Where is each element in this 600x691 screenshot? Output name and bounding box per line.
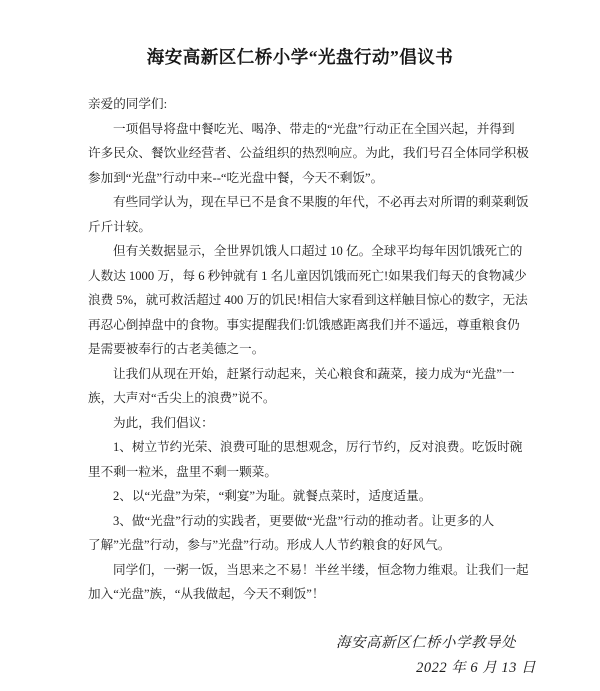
body-line: 同学们，一粥一饭，当思来之不易！半丝半缕，恒念物力维艰。让我们一起	[113, 562, 529, 577]
body-line: 里不剩一粒米，盘里不剩一颗菜。	[88, 464, 277, 479]
closing-block	[88, 631, 542, 680]
body-line: 3、做“光盘”行动的实践者，更要做“光盘”行动的推动者。让更多的人	[113, 513, 495, 528]
body-line: 斤斤计较。	[88, 219, 151, 234]
body-line: 人数达 1000 万，每 6 秒钟就有 1 名儿童因饥饿而死亡!如果我们每天的食物减少	[88, 268, 527, 283]
body-line: 参加到“光盘”行动中来--“吃光盘中餐，今天不剩饭”。	[88, 170, 384, 185]
document-title: 海安高新区仁桥小学“光盘行动”倡议书	[146, 47, 454, 67]
paragraphs	[88, 117, 542, 607]
salutation: 亲爱的同学们:	[88, 97, 168, 111]
signature: 海安高新区仁桥小学教导处	[336, 635, 516, 651]
body-line: 让我们从现在开始，赶紧行动起来，关心粮食和蔬菜，接力成为“光盘”一	[113, 366, 515, 381]
body-line: 了解”光盘”行动，参与”光盘”行动。形成人人节约粮食的好风气。	[88, 538, 451, 552]
body-line: 再忍心倒掉盘中的食物。事实提醒我们:饥饿感距离我们并不遥远，尊重粮食仍	[88, 317, 520, 332]
date: 2022 年 6 月 13 日	[416, 659, 536, 676]
body-line: 1、树立节约光荣、浪费可耻的思想观念，厉行节约，反对浪费。吃饭时碗	[113, 440, 523, 454]
body-line: 一项倡导将盘中餐吃光、喝净、带走的“光盘”行动正在全国兴起，并得到	[113, 121, 515, 136]
body-line: 是需要被奉行的古老美德之一。	[88, 342, 265, 356]
body-line: 2、以“光盘”为荣，“剩宴”为耻。就餐点菜时，适度适量。	[113, 489, 432, 503]
body-line: 但有关数据显示，全世界饥饿人口超过 10 亿。全球平均每年因饥饿死亡的	[113, 244, 523, 258]
document-body	[88, 92, 542, 680]
body-line: 有些同学认为，现在早已不是食不果腹的年代，不必再去对所谓的剩菜剩饭	[113, 195, 529, 209]
body-line: 加入“光盘”族，“从我做起，今天不剩饭”！	[88, 587, 325, 601]
body-line: 为此，我们倡议：	[113, 415, 214, 430]
body-line: 许多民众、餐饮业经营者、公益组织的热烈响应。为此，我们号召全体同学积极	[88, 146, 529, 160]
body-line: 族，大声对“舌尖上的浪费”说不。	[88, 391, 276, 405]
body-line: 浪费 5%，就可救活超过 400 万的饥民!相信大家看到这样触目惊心的数字，无法	[88, 293, 528, 307]
